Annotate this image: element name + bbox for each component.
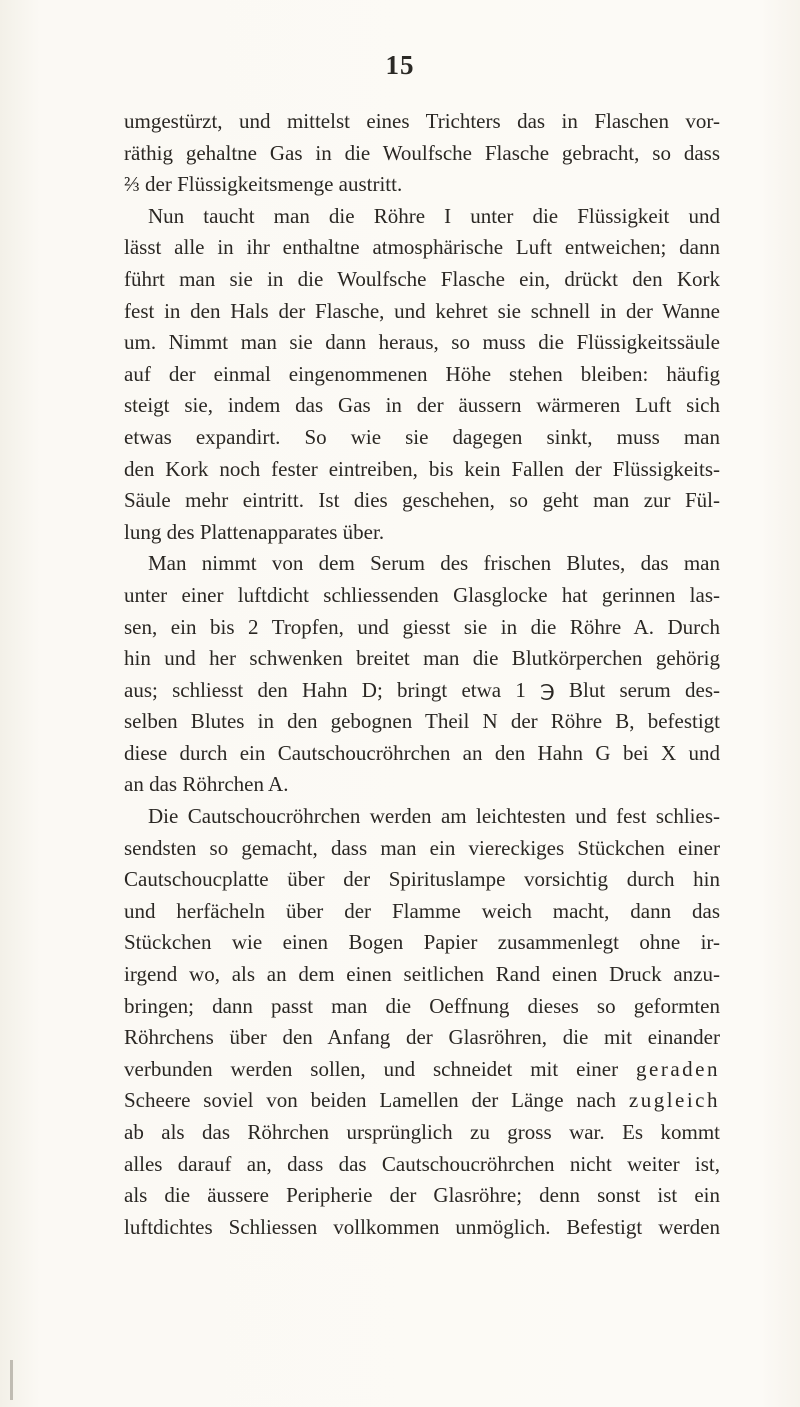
text-line: unter einer luftdicht schliessenden Glasglocke hat gerinnen las- [124, 582, 720, 607]
text-line: fest in den Hals der Flasche, und kehret sie schnell in der Wanne [124, 298, 720, 323]
text-line: ab als das Röhrchen ursprünglich zu gross war. Es kommt [124, 1120, 720, 1144]
text-line: an das Röhrchen A. [124, 772, 289, 797]
text-line: Man nimmt von dem Serum des frischen Blutes, das man [148, 551, 720, 576]
text-line: als die äussere Peripherie der Glasröhre; denn sonst ist ein [124, 1183, 720, 1208]
text-line: aus; schliesst den Hahn D; bringt etwa 1 ℈ Blut serum des- [124, 677, 720, 702]
text-line: lung des Plattenapparates über. [124, 519, 385, 544]
text-line: irgend wo, als an dem einen seitlichen Rand einen Druck anzu- [124, 962, 720, 987]
text-line: den Kork noch fester eintreiben, bis kein Fallen der Flüssigkeits- [124, 456, 720, 481]
text-line: bringen; dann passt man die Oeffnung dieses so geformten [124, 993, 720, 1018]
text-line: selben Blutes in den gebognen Theil N der Röhre B, befestigt [124, 709, 720, 734]
spaced-word: geraden [636, 1056, 720, 1081]
paragraph-3 [124, 548, 720, 801]
text-line: Röhrchens über den Anfang der Glasröhren, die mit einander [124, 1025, 720, 1050]
text-line: und herfächeln über der Flamme weich macht, dann das [124, 898, 720, 923]
text-line-with-spaced-word [124, 1054, 720, 1086]
text-line: sen, ein bis 2 Tropfen, und giesst sie in die Röhre A. Durch [124, 614, 720, 639]
text-line: Nun taucht man die Röhre I unter die Flüssigkeit und [148, 203, 720, 228]
text-line: etwas expandirt. So wie sie dagegen sinkt, muss man [124, 424, 720, 449]
text-line: führt man sie in die Woulfsche Flasche ein, drückt den Kork [124, 266, 720, 291]
text-line: luftdichtes Schliessen vollkommen unmöglich. Befestigt werden [124, 1214, 720, 1239]
text-segment: Scheere soviel von beiden Lamellen der Länge nach [124, 1088, 617, 1113]
spine-shadow [10, 1360, 13, 1400]
text-line: Cautschoucplatte über der Spirituslampe vorsichtig durch hin [124, 867, 720, 892]
paragraph-1 [124, 106, 720, 201]
text-line: auf der einmal eingenommenen Höhe stehen bleiben: häufig [124, 361, 720, 386]
text-line: umgestürzt, und mittelst eines Trichters das in Flaschen vor- [124, 109, 720, 133]
text-line: Stückchen wie einen Bogen Papier zusammenlegt ohne ir- [124, 930, 720, 955]
text-line: Die Cautschoucröhrchen werden am leichtesten und fest schlies- [148, 804, 720, 829]
text-line: räthig gehaltne Gas in die Woulfsche Flasche gebracht, so dass [124, 140, 720, 165]
text-line: sendsten so gemacht, dass man ein viereckiges Stückchen einer [124, 835, 720, 860]
text-line: alles darauf an, dass das Cautschoucröhrchen nicht weiter ist, [124, 1151, 720, 1176]
text-segment: verbunden werden sollen, und schneidet mit einer [124, 1056, 619, 1081]
text-line: ⅔ der Flüssigkeitsmenge austritt. [124, 172, 403, 197]
page-number: 15 [385, 50, 415, 80]
text-line: um. Nimmt man sie dann heraus, so muss die Flüssigkeitssäule [124, 330, 720, 355]
text-line: hin und her schwenken breitet man die Blutkörperchen gehörig [124, 646, 720, 671]
text-body [124, 106, 720, 1243]
text-line: lässt alle in ihr enthaltne atmosphärische Luft entweichen; dann [124, 235, 720, 260]
paragraph-4 [124, 801, 720, 1243]
paragraph-2 [124, 201, 720, 549]
text-line: diese durch ein Cautschoucröhrchen an den Hahn G bei X und [124, 740, 720, 765]
text-line-with-spaced-word [124, 1085, 720, 1117]
spaced-word: zugleich [628, 1088, 720, 1113]
text-line: steigt sie, indem das Gas in der äussern wärmeren Luft sich [124, 393, 720, 418]
text-line: Säule mehr eintritt. Ist dies geschehen, so geht man zur Fül- [124, 488, 720, 513]
